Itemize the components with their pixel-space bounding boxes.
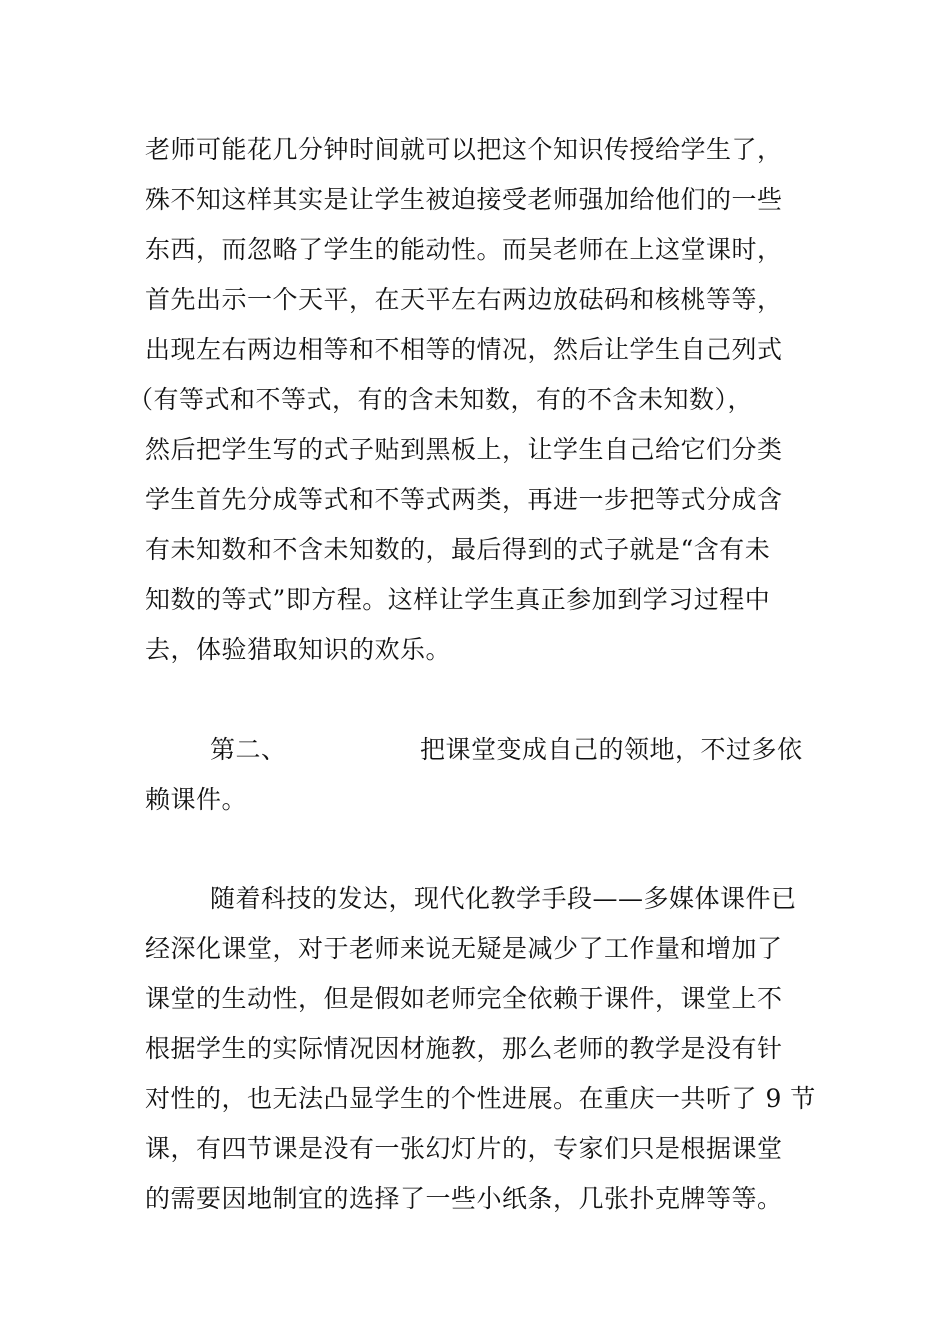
paragraph-line: 有未知数和不含未知数的，最后得到的式子就是“含有未: [145, 535, 771, 564]
paragraph-line: 东西，而忽略了学生的能动性。而吴老师在上这堂课时，: [145, 235, 783, 264]
paragraph-line: 去，体验猎取知识的欢乐。: [145, 635, 452, 664]
paragraph-line: 对性的，也无法凸显学生的个性进展。在重庆一共听了 9 节: [145, 1084, 816, 1113]
paragraph-line: 课堂的生动性，但是假如老师完全依赖于课件，课堂上不: [145, 984, 783, 1013]
paragraph-line: 随着科技的发达，现代化教学手段——多媒体课件已: [210, 884, 797, 913]
paragraph-line: 殊不知这样其实是让学生被迫接受老师强加给他们的一些: [145, 185, 783, 214]
paragraph-line: （有等式和不等式，有的含未知数，有的不含未知数），: [128, 385, 754, 414]
paragraph-line: 出现左右两边相等和不相等的情况，然后让学生自己列式: [145, 335, 783, 364]
paragraph-line: 知数的等式”即方程。这样让学生真正参加到学习过程中: [145, 585, 771, 614]
section-title-line: 把课堂变成自己的领地，不过多依: [420, 735, 803, 764]
paragraph-line: 的需要因地制宜的选择了一些小纸条，几张扑克牌等等。: [145, 1184, 783, 1213]
paragraph-line: 课，有四节课是没有一张幻灯片的，专家们只是根据课堂: [145, 1134, 783, 1163]
section-label: 第二、: [210, 735, 287, 764]
section-title-line: 赖课件。: [145, 785, 248, 814]
paragraph-line: 经深化课堂，对于老师来说无疑是减少了工作量和增加了: [145, 934, 783, 963]
paragraph-line: 学生首先分成等式和不等式两类，再进一步把等式分成含: [145, 485, 783, 514]
paragraph-line: 然后把学生写的式子贴到黑板上，让学生自己给它们分类: [145, 435, 783, 464]
paragraph-line: 首先出示一个天平，在天平左右两边放砝码和核桃等等，: [145, 285, 783, 314]
paragraph-line: 根据学生的实际情况因材施教，那么老师的教学是没有针: [145, 1034, 783, 1063]
paragraph-line: 老师可能花几分钟时间就可以把这个知识传授给学生了，: [145, 135, 783, 164]
